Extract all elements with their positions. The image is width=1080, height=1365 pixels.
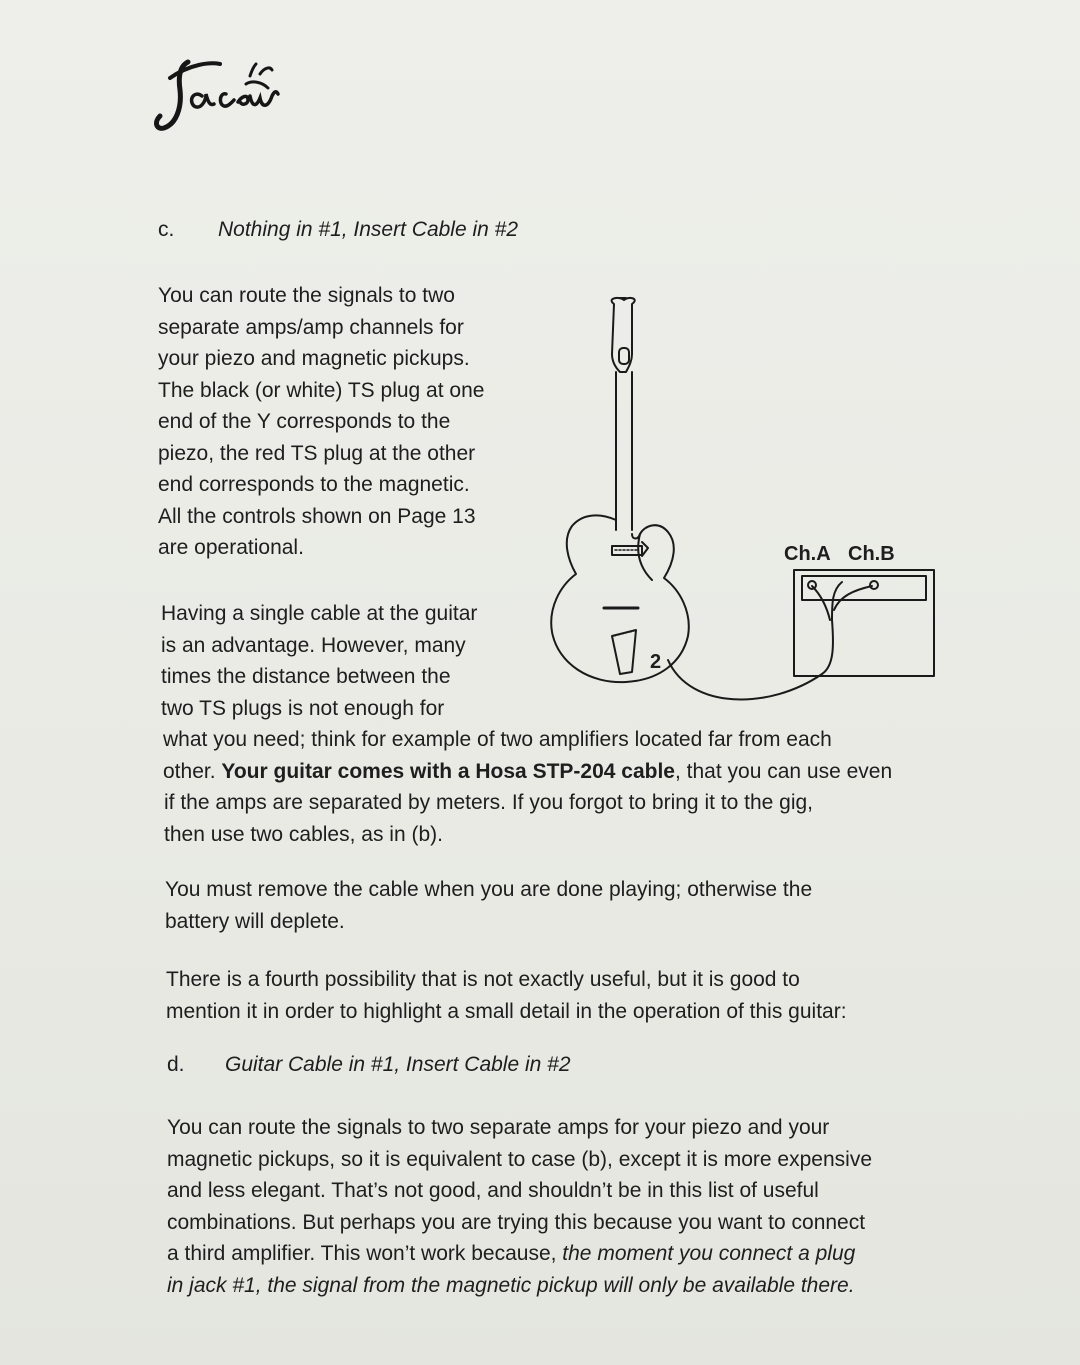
guitar-body [551, 515, 689, 682]
text-line [161, 756, 941, 788]
text-run: other. [163, 759, 222, 783]
text-run: a third amplifier. This won’t work because, [167, 1242, 563, 1265]
text-line: piezo, the red TS plug at the other [158, 441, 476, 465]
emphasis-text: the moment you connect a plug [562, 1242, 856, 1265]
text-line: combinations. But perhaps you are trying this because you want to connect [167, 1210, 866, 1234]
hosa-cable-highlight: Your guitar comes with a Hosa STP-204 cable [221, 759, 675, 783]
text-line: your piezo and magnetic pickups. [158, 347, 470, 370]
text-line: mention it in order to highlight a small detail in the operation of this guitar: [166, 999, 847, 1023]
text-line: You can route the signals to two [158, 284, 455, 307]
text-line: magnetic pickups, so it is equivalent to case (b), except it is more expensive [167, 1147, 872, 1171]
channel-b-jack [870, 581, 878, 589]
text-line: is an advantage. However, many [161, 633, 466, 657]
text-line: if the amps are separated by meters. If you forgot to bring it to the gig, [164, 791, 814, 814]
text-line [167, 1270, 987, 1302]
text-line [167, 1238, 987, 1270]
guitar-nut [619, 348, 629, 364]
text-line: then use two cables, as in (b). [164, 822, 443, 846]
jack-2-label: 2 [650, 651, 662, 673]
text-line: Having a single cable at the guitar [161, 602, 478, 625]
text-line: and less elegant. That’s not good, and shouldn’t be in this list of useful [167, 1179, 819, 1202]
section-c-heading [158, 218, 578, 248]
text-line: end corresponds to the magnetic. [158, 473, 470, 496]
section-d-letter: d. [167, 1053, 185, 1076]
text-line: battery will deplete. [165, 909, 345, 933]
y-cable-b [834, 586, 872, 610]
jacew-logo [150, 50, 290, 140]
guitar-tailpiece [612, 630, 636, 674]
text-line: The black (or white) TS plug at one [158, 378, 485, 402]
channel-a-label: Ch.A [784, 543, 831, 565]
text-line: two TS plugs is not enough for [161, 696, 445, 720]
guitar-amp-diagram [540, 290, 950, 720]
paragraph-guitar-cable-jack1 [167, 1112, 987, 1301]
y-cable-a [812, 586, 830, 620]
section-d-heading [167, 1053, 627, 1083]
guitar-headstock [612, 298, 635, 372]
text-line: You can route the signals to two separate amps for your piezo and your [167, 1116, 830, 1139]
text-line: times the distance between the [161, 665, 451, 688]
paragraph-routing-intro [158, 280, 538, 564]
section-c-title: Nothing in #1, Insert Cable in #2 [218, 218, 519, 241]
section-c-letter: c. [158, 218, 175, 241]
text-run: , that you can use even [674, 759, 893, 783]
text-line: are operational. [158, 536, 304, 559]
text-line: separate amps/amp channels for [158, 315, 464, 339]
paragraph-fourth-possibility [166, 964, 966, 1027]
emphasis-text: in jack #1, the signal from the magnetic pickup will only be available there. [167, 1273, 855, 1297]
text-line: There is a fourth possibility that is not exactly useful, but it is good to [166, 968, 800, 991]
text-line: end of the Y corresponds to the [158, 410, 451, 433]
text-line: You must remove the cable when you are done playing; otherwise the [165, 878, 813, 901]
paragraph-remove-cable [165, 874, 945, 937]
text-line: All the controls shown on Page 13 [158, 504, 476, 528]
text-line: what you need; think for example of two amplifiers located far from each [163, 728, 832, 751]
section-d-title: Guitar Cable in #1, Insert Cable in #2 [225, 1053, 571, 1076]
channel-b-label: Ch.B [848, 543, 895, 565]
